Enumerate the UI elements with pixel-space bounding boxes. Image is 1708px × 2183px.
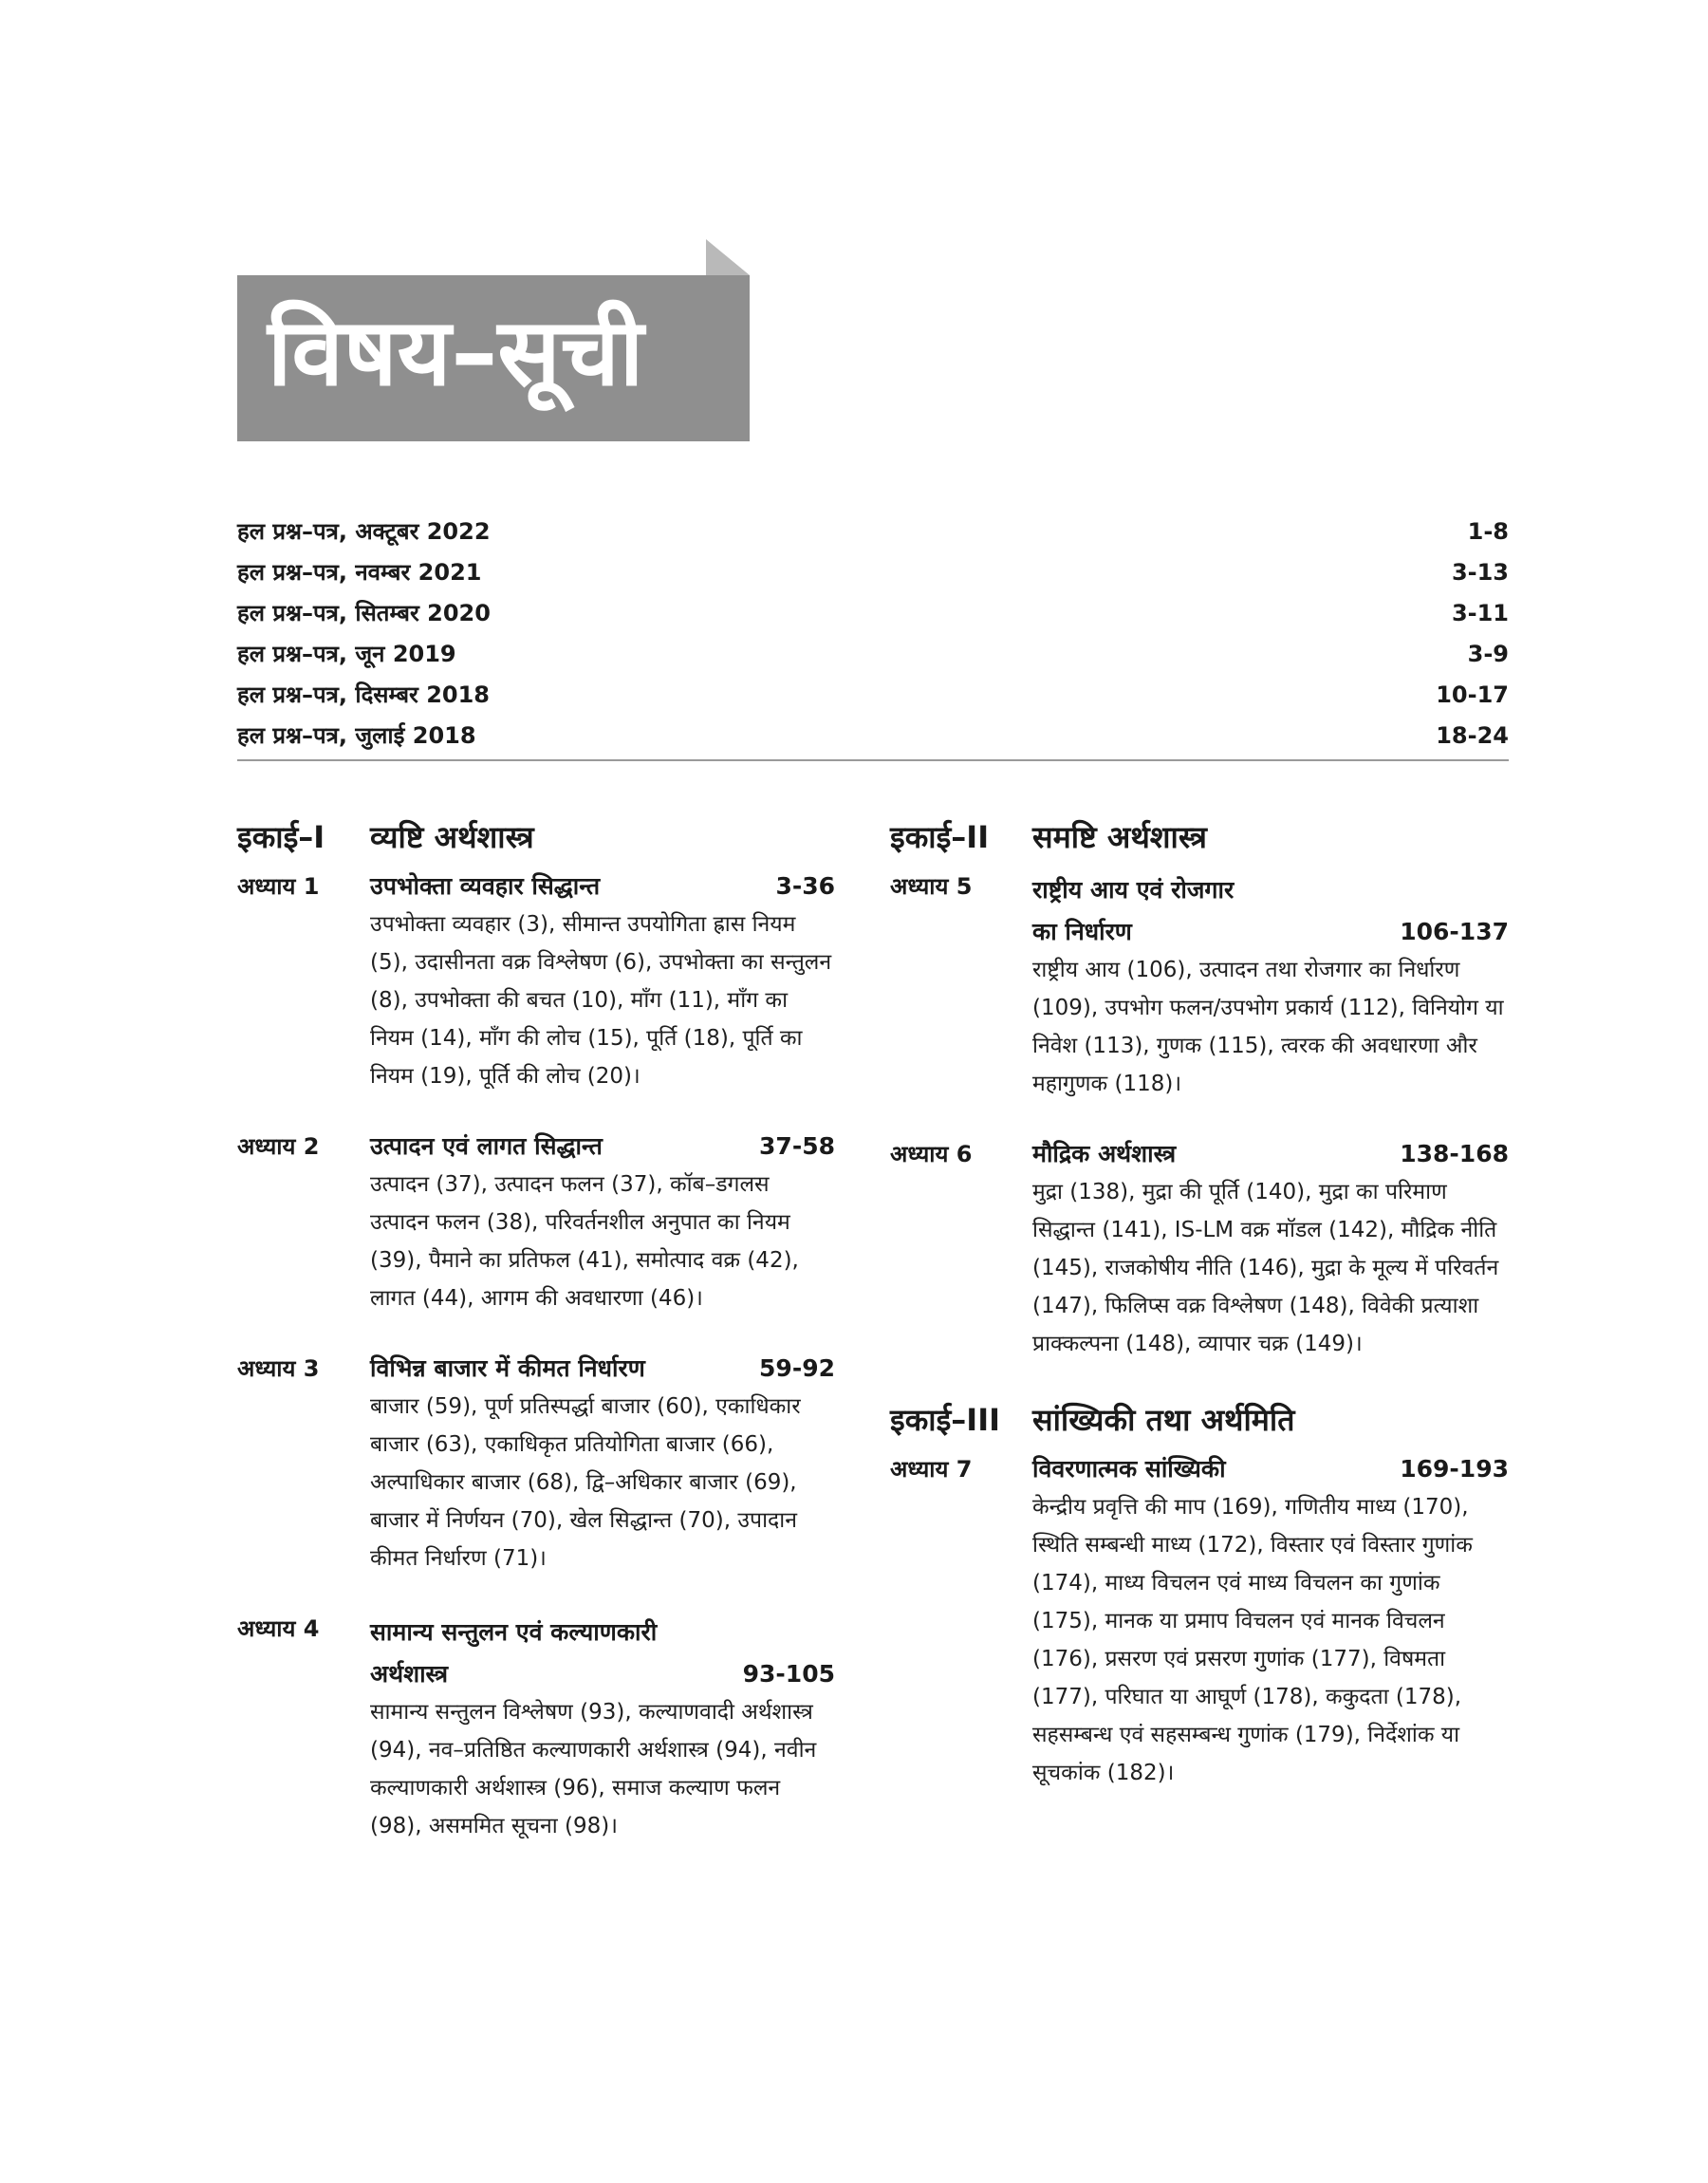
- chapter-pages: 106-137: [1400, 918, 1509, 945]
- chapter-topics: मुद्रा (138), मुद्रा की पूर्ति (140), मुद्रा का परिमाण सिद्धान्त (141), IS-LM वक्र मॉडल (142), मौद्रिक नीति (145), राजकोषीय नीति (146), मुद्रा के मूल्य में परिवर्तन (147), फिलिप्स वक्र विश्लेषण (148), विवेकी प्रत्याशा प्राक्कल्पना (148), व्यापार चक्र (149)।: [1032, 1180, 1499, 1356]
- chapter-entry[interactable]: [237, 1610, 835, 1845]
- chapter-entry[interactable]: [890, 1450, 1509, 1792]
- chapter-entry[interactable]: [890, 868, 1509, 1103]
- chapter-title: उपभोक्ता व्यवहार सिद्धान्त: [370, 872, 601, 900]
- chapter-topics: उत्पादन (37), उत्पादन फलन (37), कॉब–डगलस उत्पादन फलन (38), परिवर्तनशील अनुपात का नियम (39), पैमाने का प्रतिफल (41), समोत्पाद वक्र (42), लागत (44), आगम की अवधारणा (46)।: [370, 1172, 799, 1311]
- unit-heading: [237, 812, 835, 860]
- unit-number: इकाई–II: [890, 818, 990, 855]
- paper-label: हल प्रश्न–पत्र, सितम्बर 2020: [237, 600, 491, 626]
- paper-row[interactable]: [237, 715, 1509, 756]
- chapter-number: अध्याय 2: [237, 1133, 320, 1160]
- chapter-entry[interactable]: [237, 1128, 835, 1317]
- left-column: [237, 812, 835, 1877]
- paper-pages: 3-13: [1451, 558, 1509, 586]
- chapter-topics: केन्द्रीय प्रवृत्ति की माप (169), गणितीय माध्य (170), स्थिति सम्बन्धी माध्य (172), विस्तार एवं विस्तार गुणांक (174), माध्य विचलन एवं माध्य विचलन का गुणांक (175), मानक या प्रमाप विचलन एवं मानक विचलन (176), प्रसरण एवं प्रसरण गुणांक (177), विषमता (177), परिघात या आघूर्ण (178), ककुदता (178), सहसम्बन्ध एवं सहसम्बन्ध गुणांक (179), निर्देशांक या सूचकांक (182)।: [1032, 1495, 1473, 1785]
- chapter-title-line1: सामान्य सन्तुलन एवं कल्याणकारी: [370, 1618, 658, 1646]
- paper-label: हल प्रश्न–पत्र, नवम्बर 2021: [237, 559, 482, 586]
- banner-fold-corner: [706, 239, 750, 275]
- chapter-number: अध्याय 7: [890, 1456, 973, 1483]
- paper-label: हल प्रश्न–पत्र, दिसम्बर 2018: [237, 681, 491, 708]
- chapter-entry[interactable]: [237, 1350, 835, 1577]
- unit-title: समष्टि अर्थशास्त्र: [1032, 818, 1207, 855]
- chapter-title: विभिन्न बाजार में कीमत निर्धारण: [370, 1354, 645, 1382]
- chapter-title: विवरणात्मक सांख्यिकी: [1032, 1455, 1226, 1483]
- chapter-number: अध्याय 1: [237, 873, 320, 900]
- chapter-entry[interactable]: [890, 1135, 1509, 1363]
- chapter-pages: 3-36: [775, 872, 835, 900]
- paper-row[interactable]: [237, 551, 1509, 592]
- chapter-pages: 93-105: [742, 1660, 835, 1688]
- right-column: [890, 812, 1509, 1824]
- paper-row[interactable]: [237, 511, 1509, 551]
- paper-label: हल प्रश्न–पत्र, जुलाई 2018: [237, 722, 476, 749]
- chapter-pages: 59-92: [759, 1354, 835, 1382]
- page-title: विषय–सूची: [268, 299, 644, 407]
- chapter-topics: सामान्य सन्तुलन विश्लेषण (93), कल्याणवादी अर्थशास्त्र (94), नव–प्रतिष्ठित कल्याणकारी अर्थशास्त्र (94), नवीन कल्याणकारी अर्थशास्त्र (96), समाज कल्याण फलन (98), असममित सूचना (98)।: [370, 1700, 817, 1838]
- unit-number: इकाई–I: [237, 818, 325, 855]
- chapter-number: अध्याय 3: [237, 1355, 320, 1382]
- chapter-topics: राष्ट्रीय आय (106), उत्पादन तथा रोजगार का निर्धारण (109), उपभोग फलन/उपभोग प्रकार्य (112), विनियोग या निवेश (113), गुणक (115), त्वरक की अवधारणा और महागुणक (118)।: [1032, 958, 1504, 1096]
- paper-pages: 3-9: [1467, 640, 1509, 667]
- paper-pages: 3-11: [1451, 599, 1509, 626]
- chapter-number: अध्याय 5: [890, 873, 973, 900]
- unit-title: व्यष्टि अर्थशास्त्र: [370, 818, 534, 855]
- paper-pages: 10-17: [1436, 681, 1509, 708]
- section-divider: [237, 759, 1509, 761]
- unit-title: सांख्यिकी तथा अर्थमिति: [1032, 1401, 1295, 1438]
- chapter-topics: उपभोक्ता व्यवहार (3), सीमान्त उपयोगिता ह्रास नियम (5), उदासीनता वक्र विश्लेषण (6), उपभोक्ता का सन्तुलन (8), उपभोक्ता की बचत (10), माँग (11), माँग का नियम (14), माँग की लोच (15), पूर्ति (18), पूर्ति का नियम (19), पूर्ति की लोच (20)।: [370, 912, 832, 1089]
- paper-label: हल प्रश्न–पत्र, जून 2019: [237, 641, 456, 667]
- chapter-pages: 37-58: [759, 1132, 835, 1160]
- chapter-pages: 138-168: [1400, 1140, 1509, 1167]
- chapter-title: उत्पादन एवं लागत सिद्धान्त: [370, 1132, 603, 1160]
- chapter-topics: बाजार (59), पूर्ण प्रतिस्पर्द्धा बाजार (60), एकाधिकार बाजार (63), एकाधिकृत प्रतियोगिता बाजार (66), अल्पाधिकार बाजार (68), द्वि–अधिकार बाजार (69), बाजार में निर्णयन (70), खेल सिद्धान्त (70), उपादान कीमत निर्धारण (71)।: [370, 1394, 801, 1571]
- chapter-pages: 169-193: [1400, 1455, 1509, 1483]
- chapter-number: अध्याय 6: [890, 1141, 973, 1167]
- title-banner: [237, 275, 750, 441]
- chapter-number: अध्याय 4: [237, 1615, 320, 1642]
- paper-pages: 18-24: [1436, 721, 1509, 749]
- unit-heading: [890, 812, 1509, 860]
- chapter-entry[interactable]: [237, 868, 835, 1095]
- chapter-title: का निर्धारण: [1032, 918, 1132, 945]
- chapter-title: अर्थशास्त्र: [370, 1660, 449, 1688]
- chapter-title-line1: राष्ट्रीय आय एवं रोजगार: [1032, 876, 1235, 904]
- unit-number: इकाई–III: [890, 1401, 1001, 1438]
- chapter-title: मौद्रिक अर्थशास्त्र: [1032, 1140, 1177, 1167]
- paper-row[interactable]: [237, 592, 1509, 633]
- paper-pages: 1-8: [1467, 517, 1509, 545]
- unit-heading: [890, 1395, 1509, 1443]
- paper-label: हल प्रश्न–पत्र, अक्टूबर 2022: [237, 518, 491, 545]
- paper-row[interactable]: [237, 633, 1509, 674]
- paper-row[interactable]: [237, 674, 1509, 715]
- solved-papers-list: [237, 511, 1509, 756]
